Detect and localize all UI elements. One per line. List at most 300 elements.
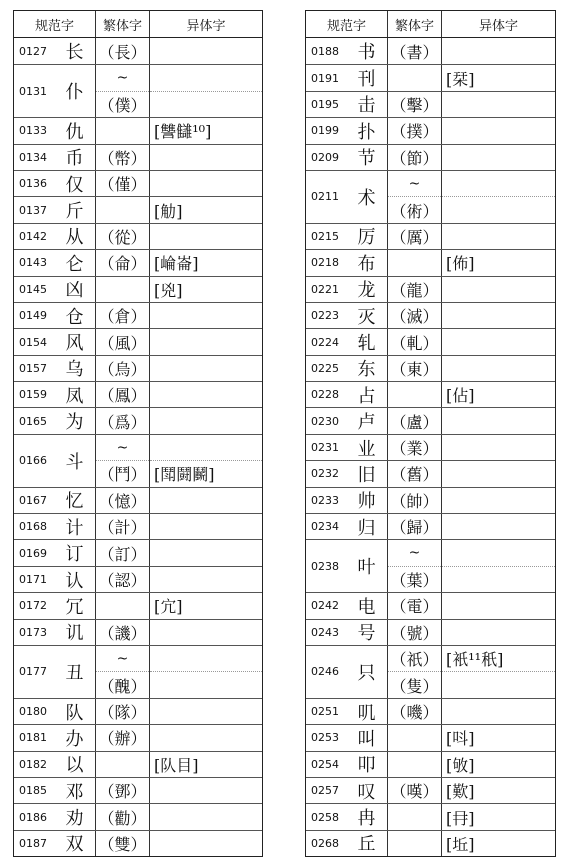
table-row <box>306 592 555 618</box>
variant-char <box>150 303 262 328</box>
standard-char: 从 <box>54 224 96 249</box>
traditional-cell <box>388 831 442 856</box>
standard-char: 节 <box>346 145 388 170</box>
table-row <box>14 64 262 117</box>
table-row <box>306 539 555 592</box>
variant-char <box>442 92 555 117</box>
variant-char <box>150 831 262 856</box>
variant-cell <box>150 593 262 618</box>
table-row <box>14 751 262 777</box>
variant-cell <box>442 725 555 750</box>
variant-cell <box>442 752 555 777</box>
table-row <box>306 698 555 724</box>
char-code: 0131 <box>19 84 47 98</box>
traditional-cell <box>388 356 442 381</box>
variant-cell <box>442 329 555 354</box>
char-code: 0165 <box>19 414 47 428</box>
table-row <box>306 64 555 90</box>
traditional-char: （僕） <box>96 91 149 117</box>
variant-cell <box>442 408 555 433</box>
standard-char: 认 <box>54 567 96 592</box>
traditional-cell <box>96 752 150 777</box>
traditional-cell <box>388 408 442 433</box>
char-code: 0137 <box>19 203 47 217</box>
variant-char <box>150 671 262 697</box>
traditional-cell <box>96 224 150 249</box>
variant-char <box>442 488 555 513</box>
variant-char: [冄] <box>446 808 475 828</box>
char-code: 0173 <box>19 625 47 639</box>
variant-char <box>442 620 555 645</box>
traditional-char: （龍） <box>390 280 439 300</box>
traditional-cell <box>96 488 150 513</box>
traditional-char <box>388 65 441 90</box>
standard-char: 归 <box>346 514 388 539</box>
char-code: 0181 <box>19 731 47 745</box>
traditional-cell <box>388 303 442 328</box>
table-row <box>14 619 262 645</box>
traditional-cell <box>96 778 150 803</box>
traditional-char: （滅） <box>390 307 439 327</box>
char-code: 0233 <box>311 493 339 507</box>
char-code: 0169 <box>19 546 47 560</box>
char-code: 0187 <box>19 836 47 850</box>
variant-cell <box>442 540 555 592</box>
variant-cell <box>442 435 555 460</box>
table-body <box>14 38 262 856</box>
traditional-char: ~ <box>116 650 129 667</box>
variant-char <box>150 646 262 671</box>
variant-cell <box>442 382 555 407</box>
traditional-cell <box>388 646 442 698</box>
variant-cell <box>150 356 262 381</box>
traditional-char: （倉） <box>98 307 147 327</box>
variant-cell <box>150 699 262 724</box>
traditional-char: （風） <box>98 333 147 353</box>
traditional-cell <box>388 329 442 354</box>
variant-char: [崘崙] <box>154 254 199 274</box>
traditional-char: （雙） <box>98 834 147 854</box>
traditional-cell <box>96 145 150 170</box>
standard-char: 仑 <box>54 250 96 275</box>
variant-char <box>150 804 262 829</box>
variant-cell <box>150 145 262 170</box>
traditional-cell <box>96 725 150 750</box>
variant-char <box>150 38 262 64</box>
variant-char: [呌] <box>446 729 475 749</box>
table-row <box>14 276 262 302</box>
variant-char <box>442 171 555 196</box>
traditional-char: （辦） <box>98 729 147 749</box>
header-standard-char: 规范字 <box>14 11 96 37</box>
char-code: 0215 <box>311 229 339 243</box>
traditional-char: （譏） <box>98 623 147 643</box>
variant-char <box>442 224 555 249</box>
variant-cell <box>150 567 262 592</box>
variant-cell <box>442 118 555 143</box>
table-row <box>306 619 555 645</box>
char-code: 0185 <box>19 784 47 798</box>
char-code: 0188 <box>311 44 339 58</box>
traditional-cell <box>96 303 150 328</box>
variant-char <box>442 671 555 697</box>
traditional-cell <box>388 277 442 302</box>
variant-char <box>442 356 555 381</box>
standard-char: 扑 <box>346 118 388 143</box>
char-code: 0230 <box>311 414 339 428</box>
variant-char: [讐讎¹⁰] <box>154 122 212 142</box>
traditional-cell <box>96 250 150 275</box>
traditional-char: （歸） <box>390 518 439 538</box>
standard-char: 号 <box>346 620 388 645</box>
variant-char <box>150 514 262 539</box>
char-code: 0186 <box>19 810 47 824</box>
traditional-char <box>96 593 149 618</box>
char-code: 0211 <box>311 190 339 204</box>
traditional-char: （隻） <box>388 671 441 697</box>
table-row <box>14 302 262 328</box>
char-code: 0251 <box>311 705 339 718</box>
traditional-char: （祇） <box>390 650 439 670</box>
variant-cell <box>150 620 262 645</box>
variant-char <box>150 699 262 724</box>
variant-cell <box>150 38 262 64</box>
table-row <box>306 777 555 803</box>
variant-cell <box>150 197 262 222</box>
table-row <box>14 777 262 803</box>
char-code: 0231 <box>311 441 339 455</box>
standard-char: 仇 <box>54 118 96 143</box>
standard-char: 业 <box>346 435 388 460</box>
header-traditional-char: 繁体字 <box>388 11 442 37</box>
variant-cell <box>442 831 555 856</box>
variant-cell <box>442 250 555 275</box>
variant-cell <box>150 778 262 803</box>
traditional-cell <box>388 171 442 223</box>
table-header <box>306 11 555 38</box>
variant-char <box>442 514 555 539</box>
variant-char: [觔] <box>154 201 183 221</box>
char-code: 0232 <box>311 467 339 481</box>
variant-cell <box>150 171 262 196</box>
table-row <box>14 355 262 381</box>
variant-cell <box>150 250 262 275</box>
char-code: 0172 <box>19 599 47 613</box>
char-code: 0234 <box>311 520 339 534</box>
variant-char <box>150 224 262 249</box>
traditional-char: （勸） <box>98 808 147 828</box>
traditional-cell <box>96 567 150 592</box>
standard-char: 轧 <box>346 329 388 354</box>
variant-cell <box>442 699 555 724</box>
standard-char: 斤 <box>54 197 96 222</box>
table-row <box>14 144 262 170</box>
standard-char: 丑 <box>54 646 96 698</box>
variant-char: [栞] <box>446 69 475 89</box>
variant-char: [衹¹¹秖] <box>446 650 504 670</box>
table-row <box>306 460 555 486</box>
table-row <box>306 724 555 750</box>
variant-cell <box>150 329 262 354</box>
standard-char: 布 <box>346 250 388 275</box>
header-variant-char: 异体字 <box>478 18 518 34</box>
standard-char: 忆 <box>54 488 96 513</box>
traditional-cell <box>96 38 150 64</box>
char-code: 0224 <box>311 335 339 349</box>
standard-char: 币 <box>54 145 96 170</box>
traditional-char: （隊） <box>98 703 147 722</box>
variant-char <box>150 171 262 196</box>
traditional-cell <box>96 277 150 302</box>
standard-char: 冉 <box>346 804 388 829</box>
char-code: 0254 <box>311 757 339 771</box>
standard-char: 叹 <box>346 778 388 803</box>
standard-char: 为 <box>54 408 96 433</box>
traditional-cell <box>388 593 442 618</box>
standard-char: 队 <box>54 699 96 724</box>
table-row <box>306 302 555 328</box>
traditional-char <box>388 725 441 750</box>
variant-cell <box>150 488 262 513</box>
variant-char <box>150 567 262 592</box>
variant-char: [鬦鬪鬭] <box>150 460 262 486</box>
table-body <box>306 38 555 856</box>
traditional-cell <box>96 646 150 698</box>
variant-char <box>150 91 262 117</box>
traditional-cell <box>388 804 442 829</box>
variant-char <box>150 778 262 803</box>
variant-char <box>442 566 555 592</box>
traditional-cell <box>96 118 150 143</box>
variant-cell <box>150 540 262 565</box>
standard-char: 邓 <box>54 778 96 803</box>
char-code: 0253 <box>311 731 339 745</box>
traditional-cell <box>388 620 442 645</box>
traditional-char: （認） <box>98 571 147 591</box>
table-row <box>306 487 555 513</box>
table-row <box>14 539 262 565</box>
traditional-char: （嘰） <box>390 703 439 722</box>
standard-char: 帅 <box>346 488 388 513</box>
variant-cell <box>150 831 262 856</box>
variant-char <box>442 196 555 222</box>
traditional-char <box>388 752 441 777</box>
traditional-cell <box>96 65 150 117</box>
char-code: 0228 <box>311 388 339 402</box>
char-code: 0177 <box>19 665 47 679</box>
table-row <box>306 513 555 539</box>
char-code: 0246 <box>311 665 339 679</box>
table-row <box>14 487 262 513</box>
traditional-cell <box>388 540 442 592</box>
traditional-cell <box>96 197 150 222</box>
traditional-char: （擊） <box>390 95 439 115</box>
table-row <box>14 513 262 539</box>
standard-char: 凤 <box>54 382 96 407</box>
standard-char: 术 <box>346 171 388 223</box>
traditional-cell <box>96 435 150 487</box>
traditional-char: （訂） <box>98 544 147 564</box>
variant-char <box>442 408 555 433</box>
char-code: 0257 <box>311 784 339 798</box>
traditional-char: （葉） <box>388 566 441 592</box>
variant-cell <box>442 65 555 90</box>
variant-cell <box>150 224 262 249</box>
char-code: 0195 <box>311 97 339 111</box>
traditional-cell <box>388 514 442 539</box>
traditional-cell <box>388 382 442 407</box>
left-character-table <box>13 10 263 857</box>
traditional-cell <box>96 356 150 381</box>
table-row <box>306 407 555 433</box>
traditional-char: （鄧） <box>98 782 147 802</box>
traditional-cell <box>388 778 442 803</box>
standard-char: 仓 <box>54 303 96 328</box>
table-row <box>306 276 555 302</box>
table-row <box>306 144 555 170</box>
traditional-cell <box>388 488 442 513</box>
table-row <box>306 328 555 354</box>
traditional-char: （嘆） <box>390 782 439 802</box>
standard-char: 只 <box>346 646 388 698</box>
traditional-char: （電） <box>390 597 439 617</box>
traditional-char: （帥） <box>390 491 439 511</box>
char-code: 0168 <box>19 520 47 534</box>
traditional-cell <box>388 145 442 170</box>
traditional-cell <box>96 620 150 645</box>
traditional-cell <box>96 514 150 539</box>
char-code: 0127 <box>19 44 47 58</box>
variant-cell <box>442 92 555 117</box>
variant-cell <box>150 303 262 328</box>
variant-char <box>442 540 555 565</box>
traditional-cell <box>388 250 442 275</box>
traditional-char: ~ <box>408 175 421 192</box>
standard-char: 旧 <box>346 461 388 486</box>
variant-cell <box>442 514 555 539</box>
variant-char <box>442 145 555 170</box>
traditional-char: （軋） <box>390 333 439 353</box>
traditional-char: （鳳） <box>98 386 147 406</box>
traditional-cell <box>96 540 150 565</box>
standard-char: 击 <box>346 92 388 117</box>
char-code: 0157 <box>19 361 47 375</box>
variant-char: [歎] <box>446 782 475 802</box>
standard-char: 电 <box>346 593 388 618</box>
table-row <box>14 803 262 829</box>
variant-cell <box>442 356 555 381</box>
variant-cell <box>442 804 555 829</box>
traditional-char <box>388 382 441 407</box>
traditional-cell <box>388 752 442 777</box>
char-code: 0218 <box>311 256 339 270</box>
traditional-char <box>96 197 149 222</box>
traditional-cell <box>96 699 150 724</box>
table-row <box>306 355 555 381</box>
char-code: 0149 <box>19 309 47 323</box>
traditional-cell <box>388 435 442 460</box>
char-code: 0242 <box>311 599 339 613</box>
traditional-cell <box>96 593 150 618</box>
variant-char: [宂] <box>154 597 183 617</box>
variant-char: [兇] <box>154 280 183 300</box>
variant-cell <box>150 725 262 750</box>
traditional-char: （撲） <box>390 122 439 142</box>
header-variant-char: 异体字 <box>186 18 226 34</box>
standard-char: 计 <box>54 514 96 539</box>
table-row <box>14 830 262 856</box>
standard-char: 厉 <box>346 224 388 249</box>
variant-cell <box>442 461 555 486</box>
variant-char <box>150 488 262 513</box>
standard-char: 叫 <box>346 725 388 750</box>
standard-char: 双 <box>54 831 96 856</box>
table-row <box>306 170 555 223</box>
standard-char: 以 <box>54 752 96 777</box>
variant-char <box>442 699 555 724</box>
traditional-cell <box>388 699 442 724</box>
variant-cell <box>442 277 555 302</box>
traditional-char <box>96 277 149 302</box>
variant-cell <box>150 65 262 117</box>
variant-char <box>442 329 555 354</box>
standard-char: 订 <box>54 540 96 565</box>
table-row <box>14 196 262 222</box>
traditional-cell <box>388 65 442 90</box>
standard-char: 凶 <box>54 277 96 302</box>
variant-char <box>442 277 555 302</box>
traditional-char: （從） <box>98 227 147 247</box>
traditional-cell <box>388 725 442 750</box>
variant-char <box>150 145 262 170</box>
char-code: 0180 <box>19 705 47 718</box>
variant-cell <box>150 277 262 302</box>
char-code: 0145 <box>19 282 47 296</box>
table-row <box>306 249 555 275</box>
traditional-char: （侖） <box>98 254 147 274</box>
traditional-char: （僅） <box>98 175 147 195</box>
traditional-char: （術） <box>388 196 441 222</box>
table-row <box>306 117 555 143</box>
variant-char <box>150 540 262 565</box>
traditional-cell <box>96 171 150 196</box>
standard-char: 灭 <box>346 303 388 328</box>
variant-cell <box>442 620 555 645</box>
traditional-char <box>388 804 441 829</box>
char-code: 0182 <box>19 757 47 771</box>
standard-char: 劝 <box>54 804 96 829</box>
traditional-cell <box>96 831 150 856</box>
traditional-char: （烏） <box>98 359 147 379</box>
variant-char: [坵] <box>446 834 475 854</box>
variant-char <box>150 329 262 354</box>
char-code: 0268 <box>311 836 339 850</box>
table-row <box>14 698 262 724</box>
table-row <box>14 592 262 618</box>
variant-cell <box>442 38 555 64</box>
char-code: 0166 <box>19 454 47 468</box>
traditional-char: （舊） <box>390 465 439 485</box>
traditional-char: （節） <box>390 148 439 168</box>
table-row <box>14 170 262 196</box>
standard-char: 办 <box>54 725 96 750</box>
variant-char: [敂] <box>446 755 475 775</box>
char-code: 0199 <box>311 124 339 138</box>
header-standard-char: 规范字 <box>306 11 388 37</box>
variant-char: [佈] <box>446 254 475 274</box>
variant-char <box>442 38 555 64</box>
traditional-char: （計） <box>98 518 147 538</box>
